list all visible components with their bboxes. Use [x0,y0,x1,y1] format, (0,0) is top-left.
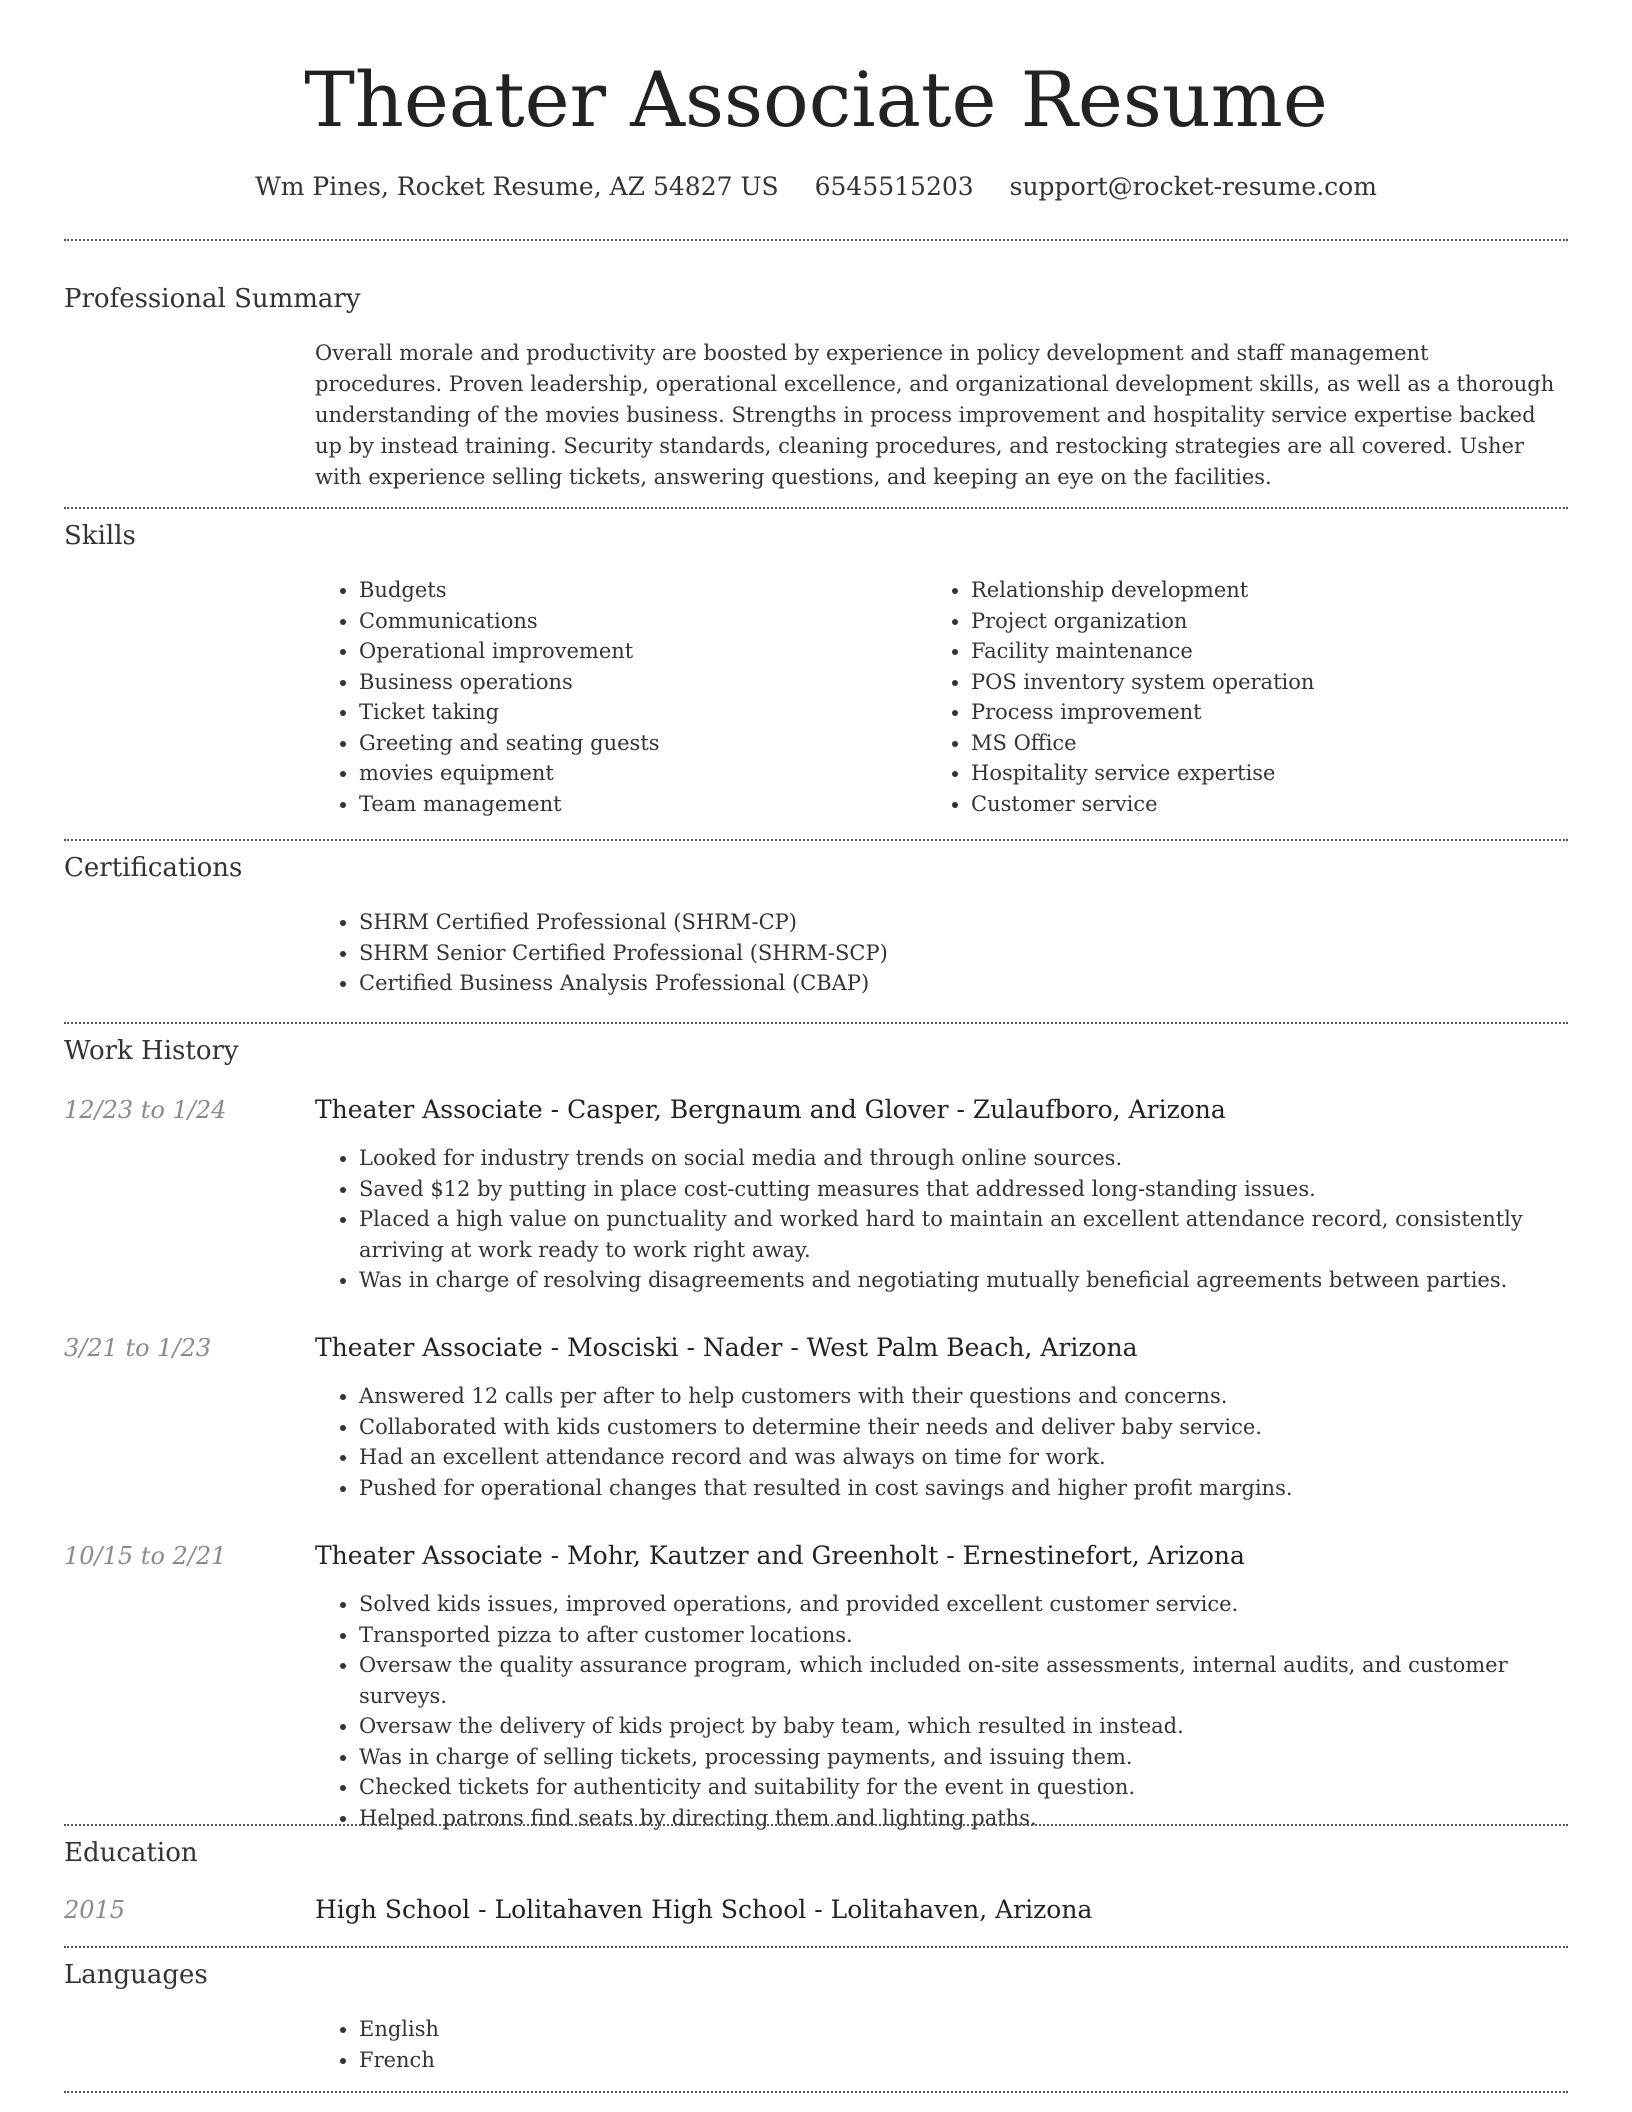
list-item: • POS inventory system operation [971,667,1591,698]
list-item: • Ticket taking [359,697,919,728]
education-year: 2015 [64,1896,126,1924]
list-item: • Communications [359,606,919,637]
divider [64,1022,1568,1024]
job-title: Theater Associate - Mosciski - Nader - West Palm Beach, Arizona [315,1333,1138,1362]
skills-list-right [927,575,1591,819]
job-bullets [315,1589,1599,1833]
section-heading-work-history: Work History [64,1036,239,1066]
divider [64,239,1568,241]
list-item: • Process improvement [971,697,1591,728]
section-heading-summary: Professional Summary [64,284,361,314]
list-item: • MS Office [971,728,1591,759]
list-item: • French [359,2045,959,2076]
list-item: • Checked tickets for authenticity and suitability for the event in question. [359,1772,1599,1803]
job-dates: 10/15 to 2/21 [64,1542,227,1570]
section-heading-skills: Skills [64,521,136,551]
contact-phone: 6545515203 [814,172,974,201]
job-title: Theater Associate - Mohr, Kautzer and Greenholt - Ernestinefort, Arizona [315,1541,1245,1570]
contact-line [64,170,1568,204]
contact-address: Wm Pines, Rocket Resume, AZ 54827 US [255,172,779,201]
divider [64,2091,1568,2093]
list-item: • Saved $12 by putting in place cost-cutting measures that addressed long-standing issues. [359,1174,1599,1205]
contact-email[interactable]: support@rocket-resume.com [1009,172,1377,201]
summary-text: Overall morale and productivity are boosted by experience in policy development and staff management procedures. Proven leadership, operational excellence, and organizational development skills, as well as a thorough understanding of the movies business. Strengths in process improvement and hospitality service expertise backed up by instead training. Security standards, cleaning procedures, and restocking strategies are all covered. Usher with experience selling tickets, answering questions, and keeping an eye on the facilities. [315,341,1555,489]
divider [64,1946,1568,1948]
list-item: • Greeting and seating guests [359,728,919,759]
list-item: • Operational improvement [359,636,919,667]
job-dates: 3/21 to 1/23 [64,1334,212,1362]
divider [64,839,1568,841]
list-item: • Oversaw the quality assurance program, which included on-site assessments, internal audits, and customer surveys. [359,1650,1599,1711]
job-bullets [315,1381,1599,1503]
list-item: • Hospitality service expertise [971,758,1591,789]
certifications-list [315,907,1559,999]
list-item: • Was in charge of resolving disagreements and negotiating mutually beneficial agreements between parties. [359,1265,1599,1296]
job-dates: 12/23 to 1/24 [64,1096,227,1124]
list-item: • Was in charge of selling tickets, processing payments, and issuing them. [359,1742,1599,1773]
list-item: • Had an excellent attendance record and was always on time for work. [359,1442,1599,1473]
list-item: • Team management [359,789,919,820]
divider [64,507,1568,509]
list-item: • SHRM Senior Certified Professional (SHRM-SCP) [359,938,1559,969]
list-item: • Answered 12 calls per after to help customers with their questions and concerns. [359,1381,1599,1412]
divider [64,1824,1568,1826]
skills-list-left [315,575,919,819]
list-item: • Customer service [971,789,1591,820]
list-item: • Facility maintenance [971,636,1591,667]
section-heading-education: Education [64,1838,198,1868]
list-item: • Budgets [359,575,919,606]
languages-list [315,2014,959,2075]
resume-title: Theater Associate Resume [304,55,1328,144]
list-item: • Transported pizza to after customer locations. [359,1620,1599,1651]
list-item: • movies equipment [359,758,919,789]
job-title: Theater Associate - Casper, Bergnaum and Glover - Zulaufboro, Arizona [315,1095,1226,1124]
list-item: • SHRM Certified Professional (SHRM-CP) [359,907,1559,938]
list-item: • English [359,2014,959,2045]
list-item: • Project organization [971,606,1591,637]
list-item: • Certified Business Analysis Professional (CBAP) [359,968,1559,999]
list-item: • Pushed for operational changes that resulted in cost savings and higher profit margins. [359,1473,1599,1504]
job-bullets [315,1143,1599,1296]
section-heading-languages: Languages [64,1960,208,1990]
list-item: • Helped patrons find seats by directing them and lighting paths. [359,1803,1599,1834]
list-item: • Looked for industry trends on social media and through online sources. [359,1143,1599,1174]
list-item: • Collaborated with kids customers to determine their needs and deliver baby service. [359,1412,1599,1443]
list-item: • Solved kids issues, improved operations, and provided excellent customer service. [359,1589,1599,1620]
list-item: • Relationship development [971,575,1591,606]
education-entry: High School - Lolitahaven High School - Lolitahaven, Arizona [315,1895,1093,1924]
list-item: • Oversaw the delivery of kids project by baby team, which resulted in instead. [359,1711,1599,1742]
list-item: • Placed a high value on punctuality and worked hard to maintain an excellent attendance record, consistently arriving at work ready to work right away. [359,1204,1599,1265]
list-item: • Business operations [359,667,919,698]
section-heading-certifications: Certifications [64,853,243,883]
